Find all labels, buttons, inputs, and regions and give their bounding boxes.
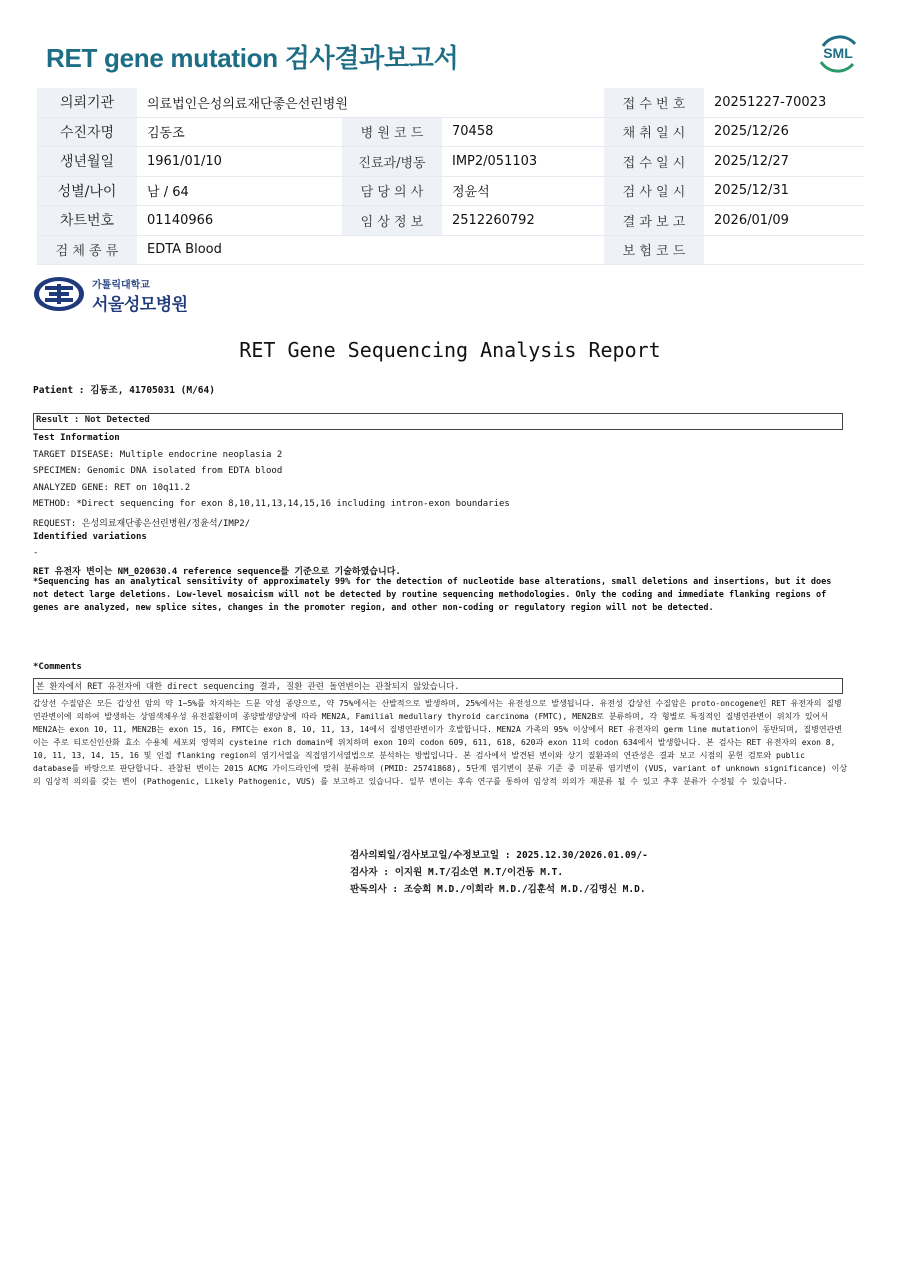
info-row — [37, 176, 864, 206]
hospital-name: 서울성모병원 — [92, 295, 188, 315]
info-row — [37, 117, 864, 147]
info-label: 접 수 일 시 — [604, 147, 704, 177]
info-label: 진료과/병동 — [342, 147, 442, 177]
comment-body: 갑상선 수질암은 모든 갑상선 암의 약 1~5%를 차지하는 드문 악성 종양으로, 약 75%에서는 산발적으로 발생하며, 25%에서는 유전성으로 발생됩니다. 유전성 갑상선 수질암은 proto-oncogene인 RET 유전자의 질병연관변이에 의하여 발생하는 상염색체우성 유전질환이며 종양발생양상에 따라 MEN2A, Familial medullary thyroid carcinoma (FMTC), MEN2B로 분류하며, 각 형별로 특징적인 질병연관변이 위치가 있어서 MEN2A는 exon 10, 11, MEN2B는 exon 15, 16, FMTC는 exon 8, 10, 11, 13, 14에서 질병연관변이가 호발합니다. MEN2A 가족의 95% 이상에서 RET 유전자의 germ line mutation이 동반되며, 질병연관변이는 주로 티로신인산화 효소 수용체 세포외 영역의 cysteine rich domain에 위치하며 exon 10의 codon 609, 611, 618, 620과 exon 11의 codon 634에서 발생합니다. 본 검사는 RET 유전자의 exon 8, 10, 11, 13, 14, 15, 16 및 인접 flanking region의 염기서열을 직접염기서열법으로 분석하는 방법입니다. 본 검사에서 발견된 변이와 상기 질환과의 연관성은 결과 보고 시점의 문헌 검토와 public database를 바탕으로 판단합니다. 관찰된 변이는 2015 ACMG 가이드라인에 맞춰 분류하며 (PMID: 25741868), 5단계 염기변이 분류 기준 중 미분류 염기변이 (VUS, variant of unknown significance) 이상의 임상적 의의를 갖는 변이 (Pathogenic, Likely Pathogenic, VUS) 를 보고하고 있습니다. 일부 변이는 후속 연구를 통하여 임상적 의의가 재분류 될 수 있고 추후 분류가 수정될 수 있습니다. — [33, 699, 848, 786]
test-info-heading: Test Information — [33, 433, 120, 443]
info-label: 수진자명 — [37, 117, 137, 147]
info-value: 20251227-70023 — [704, 88, 864, 117]
request: REQUEST: 은성의료재단좋은선린병원/정윤석/IMP2/ — [33, 519, 251, 529]
hospital-university: 가톨릭대학교 — [92, 280, 150, 291]
info-label: 차트번호 — [37, 206, 137, 236]
info-value: 1961/01/10 — [137, 147, 342, 177]
examiners: 검사자 : 이지원 M.T/김소연 M.T/이건동 M.T. — [350, 867, 564, 878]
info-value: 2025/12/31 — [704, 176, 864, 206]
report-heading: RET Gene Sequencing Analysis Report — [239, 338, 661, 362]
info-value: 남 / 64 — [137, 176, 342, 206]
info-label: 검 체 종 류 — [37, 235, 137, 265]
info-row — [37, 206, 864, 236]
info-label: 생년월일 — [37, 147, 137, 177]
info-value: 70458 — [442, 117, 604, 147]
info-row — [37, 235, 864, 265]
reference-note: RET 유전자 변이는 NM_020630.4 reference sequence를 기준으로 기술하였습니다. — [33, 567, 401, 577]
sml-logo — [815, 30, 861, 76]
identified-value: - — [33, 548, 39, 558]
patient-info-table — [37, 88, 864, 265]
info-label: 채 취 일 시 — [604, 117, 704, 147]
comment-box: 본 환자에서 RET 유전자에 대한 direct sequencing 결과, 질환 관련 돌연변이는 관찰되지 않았습니다. — [33, 678, 843, 694]
analyzed-gene: ANALYZED GENE: RET on 10q11.2 — [33, 483, 191, 493]
info-label: 접 수 번 호 — [604, 88, 704, 117]
info-value: 2512260792 — [442, 206, 604, 236]
comments-heading: *Comments — [33, 662, 82, 672]
info-value: 01140966 — [137, 206, 342, 236]
info-value: 김동조 — [137, 117, 342, 147]
target-disease: TARGET DISEASE: Multiple endocrine neoplasia 2 — [33, 450, 283, 460]
info-label: 의뢰기관 — [37, 88, 137, 117]
hospital-logo — [33, 274, 203, 314]
info-value: 2025/12/27 — [704, 147, 864, 177]
reviewing-doctors: 판독의사 : 조승희 M.D./이희라 M.D./김훈석 M.D./김명신 M.D. — [350, 884, 646, 895]
info-value: 2026/01/09 — [704, 206, 864, 236]
info-label: 병 원 코 드 — [342, 117, 442, 147]
info-value: 2025/12/26 — [704, 117, 864, 147]
info-label: 담 당 의 사 — [342, 176, 442, 206]
info-row — [37, 88, 864, 117]
info-value: IMP2/051103 — [442, 147, 604, 177]
info-row — [37, 147, 864, 177]
info-label: 결 과 보 고 — [604, 206, 704, 236]
info-value — [704, 235, 864, 265]
sensitivity-note: *Sequencing has an analytical sensitivity of approximately 99% for the detection of nucleotide base alterations, small deletions and insertions, but it does not detect large deletions. Low-level mosaicism will not be detected by routine sequencing methodologies. Only the coding and immediate flanking regions of genes are analyzed, new splice sites, changes in the promoter region, and other non-coding or regulatory region will not be detected. — [33, 577, 832, 613]
report-title: RET gene mutation 검사결과보고서 — [46, 43, 459, 73]
info-value: 의료법인은성의료재단좋은선린병원 — [137, 88, 604, 117]
info-label: 보 험 코 드 — [604, 235, 704, 265]
hospital-emblem-icon — [33, 276, 85, 312]
result-box: Result : Not Detected — [33, 413, 843, 430]
specimen: SPECIMEN: Genomic DNA isolated from EDTA blood — [33, 466, 283, 476]
info-value: EDTA Blood — [137, 235, 604, 265]
identified-heading: Identified variations — [33, 532, 147, 542]
method: METHOD: *Direct sequencing for exon 8,10,11,13,14,15,16 including intron-exon boundaries — [33, 499, 510, 509]
info-value: 정윤석 — [442, 176, 604, 206]
patient-line: Patient : 김동조, 41705031 (M/64) — [33, 385, 215, 396]
svg-text:SML: SML — [823, 45, 853, 61]
info-label: 임 상 정 보 — [342, 206, 442, 236]
info-label: 성별/나이 — [37, 176, 137, 206]
report-dates: 검사의뢰일/검사보고일/수정보고일 : 2025.12.30/2026.01.09/- — [350, 850, 648, 861]
info-label: 검 사 일 시 — [604, 176, 704, 206]
